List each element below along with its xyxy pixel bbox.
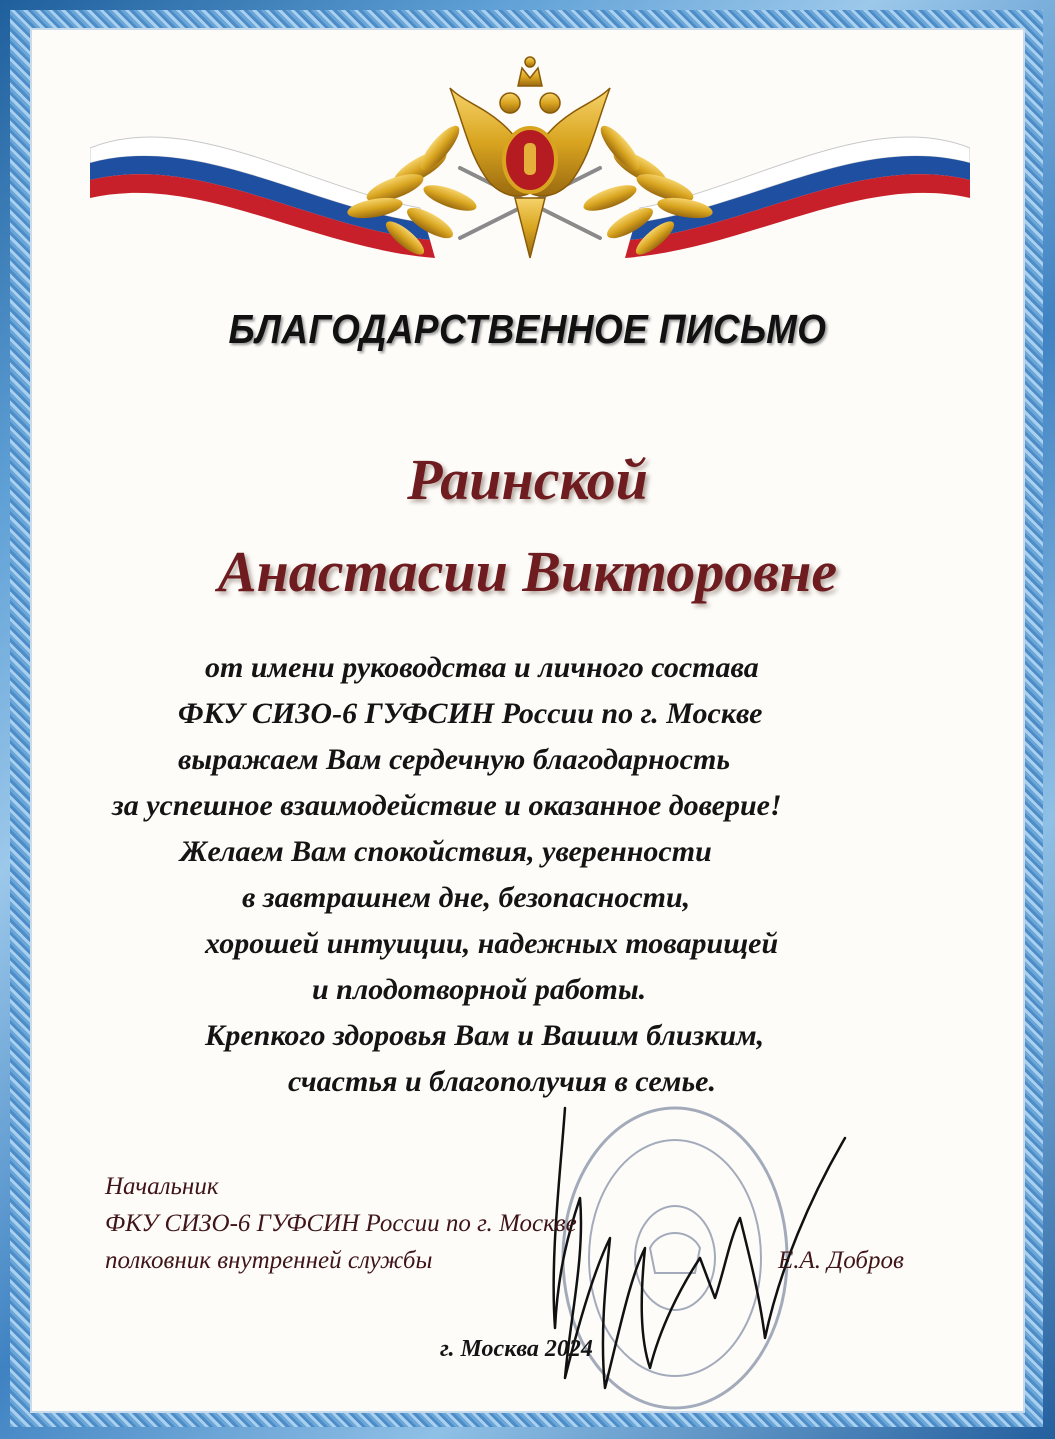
body-line: Желаем Вам спокойствия, уверенности: [180, 835, 712, 868]
body-line: хорошей интуиции, надежных товарищей: [205, 927, 779, 960]
body-line: Крепкого здоровья Вам и Вашим близким,: [205, 1019, 765, 1052]
emblem-shield: [504, 128, 556, 192]
signatory-rank: полковник внутренней службы: [105, 1247, 433, 1274]
recipient-surname: Раинской: [407, 447, 648, 512]
body-line: выражаем Вам сердечную благодарность: [178, 743, 731, 776]
double-headed-eagle-emblem-icon: [90, 48, 970, 298]
body-line: в завтрашнем дне, безопасности,: [242, 881, 691, 914]
body-line: ФКУ СИЗО-6 ГУФСИН России по г. Москве: [178, 697, 763, 730]
document-title: БЛАГОДАРСТВЕННОЕ ПИСЬМО: [228, 306, 827, 352]
body-line: за успешное взаимодействие и оказанное доверие!: [112, 789, 782, 822]
certificate-paper: [30, 28, 1025, 1413]
place-and-year: г. Москва 2024: [440, 1336, 593, 1362]
eagle-tail: [515, 198, 545, 258]
signatory-organization: ФКУ СИЗО-6 ГУФСИН России по г. Москве: [105, 1210, 577, 1237]
recipient-name: Анастасии Викторовне: [217, 539, 838, 604]
eagle-crown: [500, 57, 560, 113]
signatory-name: Е.А. Добров: [778, 1247, 904, 1274]
signatory-position: Начальник: [105, 1173, 219, 1200]
body-line: и плодотворной работы.: [312, 973, 647, 1006]
body-line: от имени руководства и личного состава: [205, 651, 759, 684]
body-line: счастья и благополучия в семье.: [288, 1065, 716, 1098]
